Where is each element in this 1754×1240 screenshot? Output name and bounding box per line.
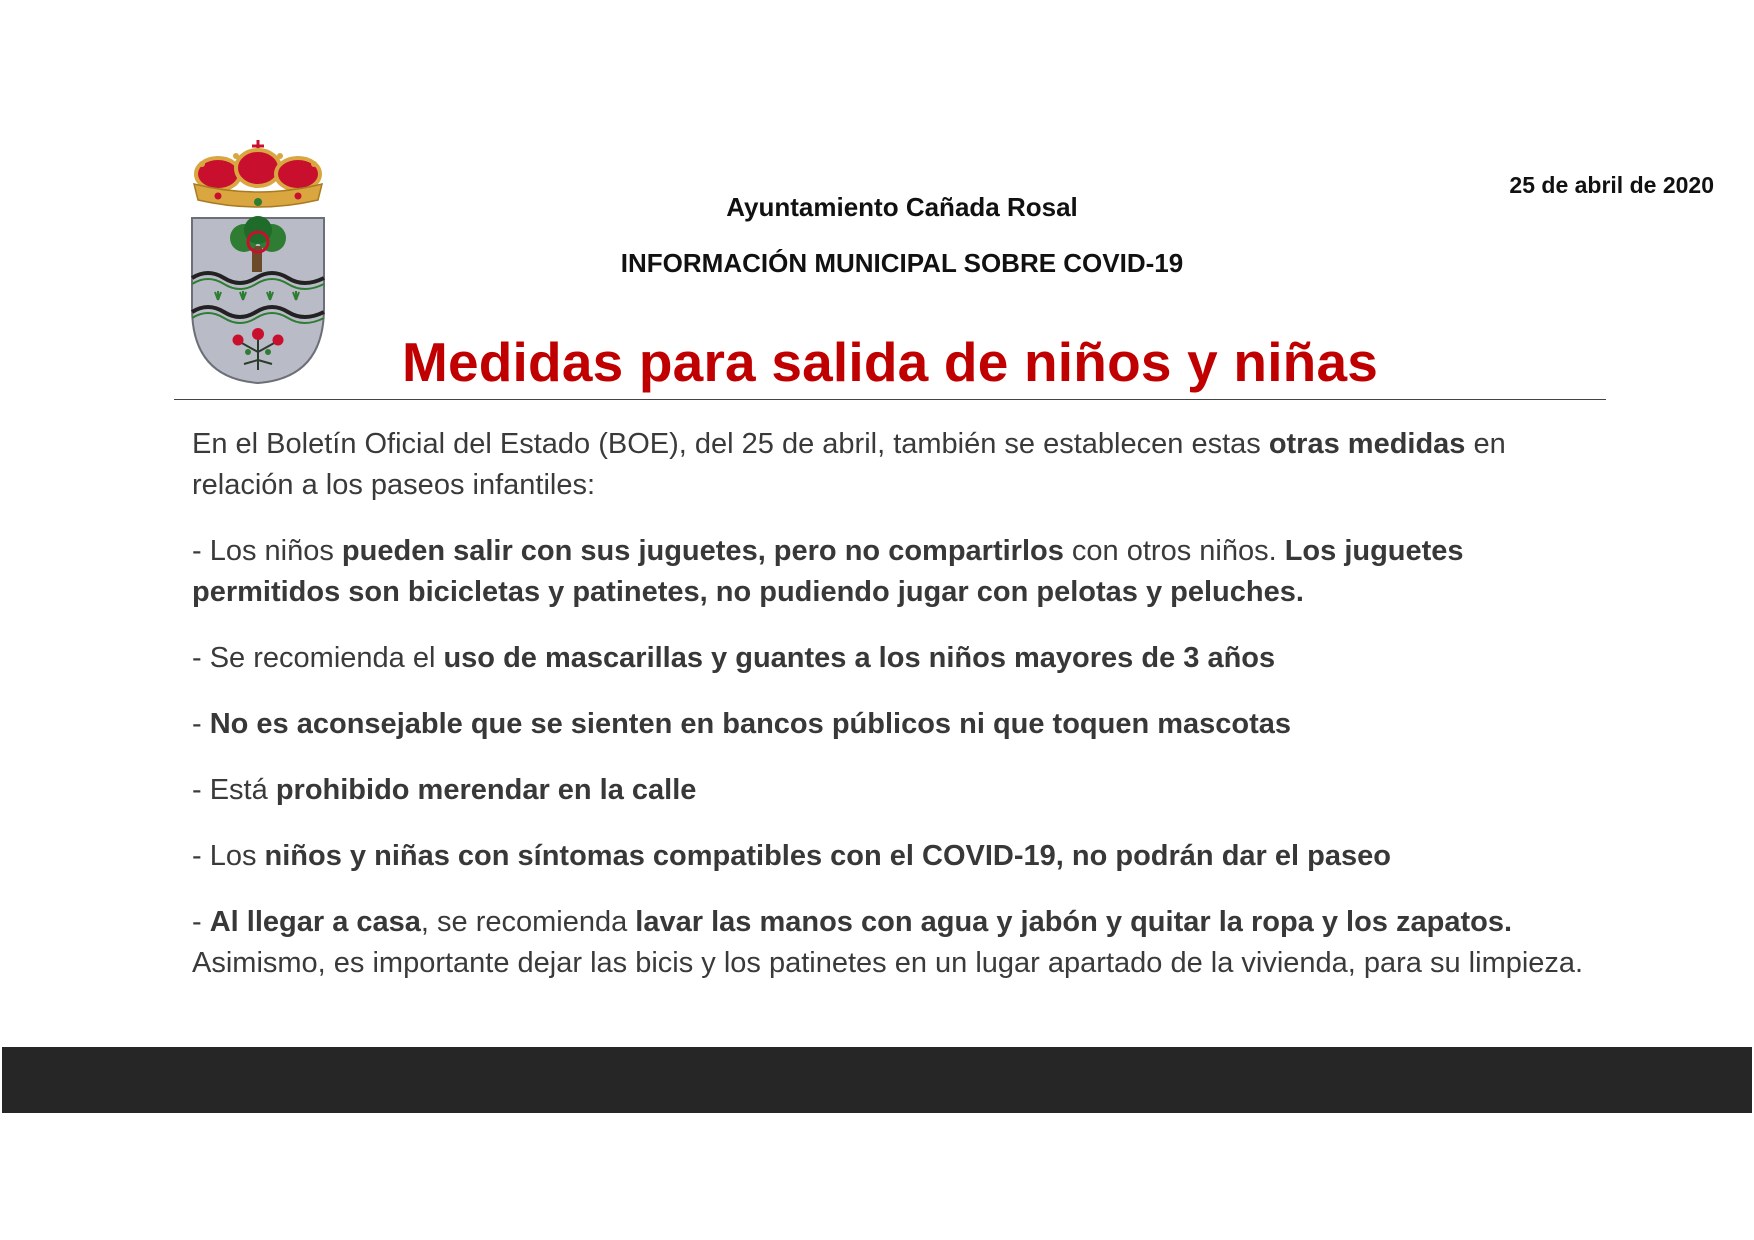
item-bold: No es aconsejable que se sienten en bancos públicos ni que toquen mascotas xyxy=(209,708,1292,740)
item-bold: pueden salir con sus juguetes, pero no compartirlos xyxy=(341,535,1064,567)
document-body xyxy=(192,424,1602,1009)
item-text: - Está xyxy=(192,774,276,806)
footer-bar xyxy=(2,1047,1752,1113)
intro-text: En el Boletín Oficial del Estado (BOE), del 25 de abril, también se establecen estas xyxy=(192,428,1269,460)
measure-item xyxy=(192,704,1602,745)
item-text: - Se recomienda el xyxy=(192,642,444,674)
item-bold: Los juguetes permitidos son bicicletas y patinetes, no pudiendo jugar con pelotas y peluches. xyxy=(192,535,1464,608)
item-bold: Al llegar a casa xyxy=(209,906,421,938)
organization-name: Ayuntamiento Cañada Rosal xyxy=(726,192,1078,222)
intro-bold: otras medidas xyxy=(1268,428,1466,460)
measure-item xyxy=(192,836,1602,877)
item-bold: uso de mascarillas y guantes a los niños mayores de 3 años xyxy=(443,642,1276,674)
item-text: , se recomienda xyxy=(420,906,636,938)
intro-text-end: en relación a los paseos infantiles: xyxy=(192,428,1506,501)
measure-item xyxy=(192,902,1602,984)
document-subtitle: INFORMACIÓN MUNICIPAL SOBRE COVID-19 xyxy=(620,248,1184,278)
measure-item xyxy=(192,770,1602,811)
measure-item xyxy=(192,531,1602,613)
item-text: - Los niños xyxy=(192,535,342,567)
item-text: - xyxy=(192,906,210,938)
measure-item xyxy=(192,638,1602,679)
item-text: con otros niños. xyxy=(1063,535,1285,567)
item-text: - Los xyxy=(192,840,265,872)
item-bold: lavar las manos con agua y jabón y quitar la ropa y los zapatos. xyxy=(635,906,1513,938)
item-text: Asimismo, es importante dejar las bicis y los patinetes en un lugar apartado de la vivienda, para su limpieza. xyxy=(192,947,1584,979)
item-text: - xyxy=(192,708,210,740)
intro-paragraph xyxy=(192,424,1602,506)
title-divider xyxy=(174,399,1606,400)
item-bold: prohibido merendar en la calle xyxy=(275,774,697,806)
page-title: Medidas para salida de niños y niñas xyxy=(401,331,1379,393)
item-bold: niños y niñas con síntomas compatibles con el COVID-19, no podrán dar el paseo xyxy=(264,840,1391,872)
document-date: 25 de abril de 2020 xyxy=(1509,172,1714,198)
